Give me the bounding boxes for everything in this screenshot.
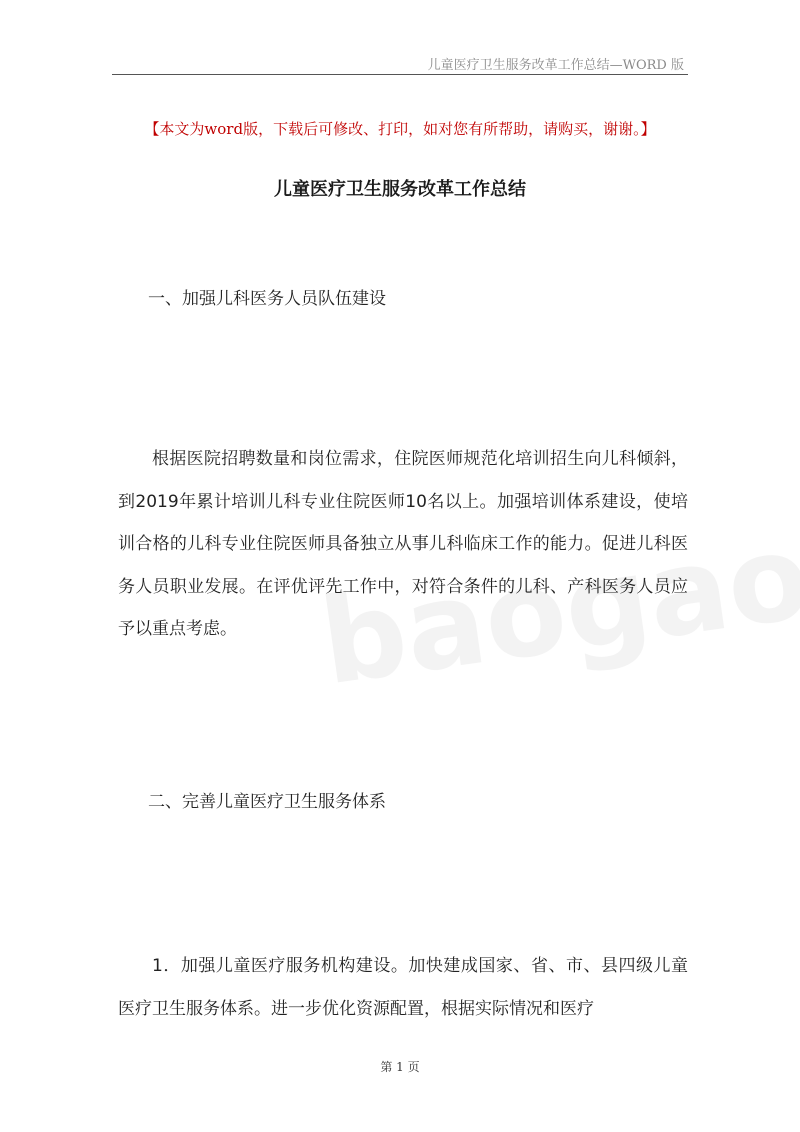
page-number: 第 1 页 [380, 1060, 420, 1074]
section-heading-2: 二、完善儿童医疗卫生服务体系 [148, 792, 386, 812]
running-header: 儿童医疗卫生服务改革工作总结—WORD 版 [427, 58, 684, 73]
section-heading-1: 一、加强儿科医务人员队伍建设 [148, 289, 386, 309]
header-divider [112, 74, 688, 75]
purchase-notice: 【本文为word版，下载后可修改、打印，如对您有所帮助，请购买，谢谢。】 [144, 120, 656, 138]
paragraph-1: 根据医院招聘数量和岗位需求，住院医师规范化培训招生向儿科倾斜，到2019年累计培训儿科专业住院医师10名以上。加强培训体系建设，使培训合格的儿科专业住院医师具备独立从事儿科临床工作的能力。促进儿科医务人员职业发展。在评优评先工作中，对符合条件的儿科、产科医务人员应予以重点考虑。 [118, 449, 688, 639]
paragraph-2: 1．加强儿童医疗服务机构建设。加快建成国家、省、市、县四级儿童医疗卫生服务体系。进一步优化资源配置，根据实际情况和医疗 [118, 956, 688, 1019]
document-title: 儿童医疗卫生服务改革工作总结 [274, 179, 526, 200]
